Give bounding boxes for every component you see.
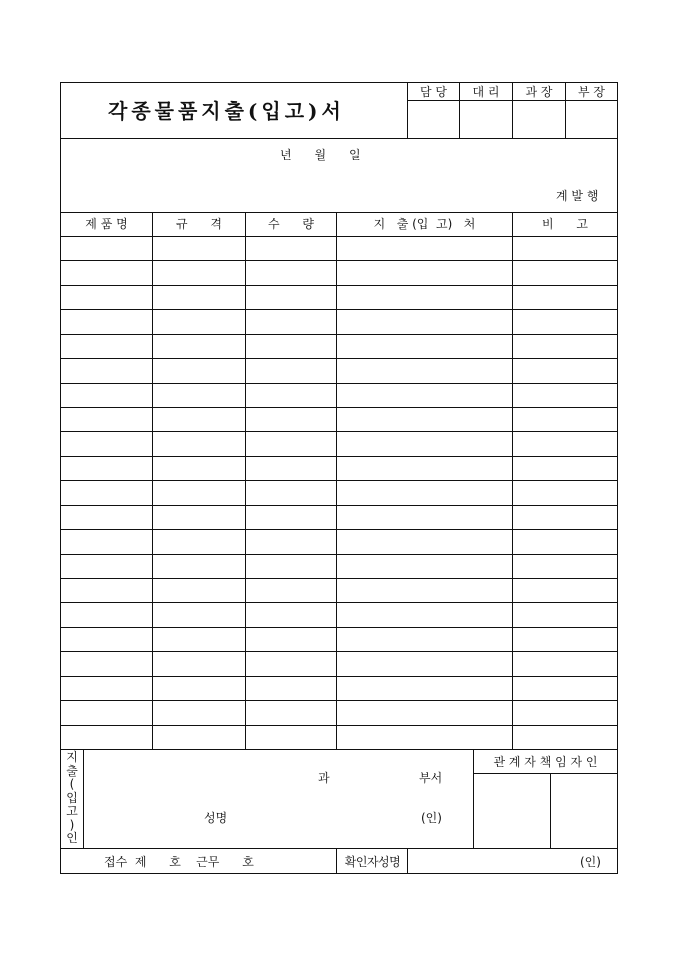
responsible-header-line — [473, 773, 618, 774]
table-column-line — [512, 212, 513, 749]
header-top-line — [60, 212, 618, 213]
side-label-char: 출 — [66, 763, 78, 778]
seal-label: (인) — [421, 811, 442, 825]
form-title: 각종물품지출(입고)서 — [108, 99, 345, 123]
table-row-line — [60, 431, 618, 432]
receipt-divider-1 — [336, 848, 337, 874]
table-row-line — [60, 407, 618, 408]
approval-assistant-label: 대 리 — [472, 85, 500, 99]
confirm-seal-label: (인) — [580, 855, 601, 869]
side-label-column — [61, 751, 83, 847]
side-label-divider — [83, 749, 84, 848]
receipt-divider-2 — [407, 848, 408, 874]
table-row-line — [60, 456, 618, 457]
responsible-header: 관 계 자 책 임 자 인 — [493, 755, 598, 769]
table-row-line — [60, 651, 618, 652]
form-border-bottom — [60, 873, 618, 874]
table-row-line — [60, 285, 618, 286]
table-row-line — [60, 725, 618, 726]
column-header-destination: 지 출 (입 고) 처 — [373, 217, 476, 231]
table-row-line — [60, 260, 618, 261]
table-row-line — [60, 602, 618, 603]
table-row-line — [60, 334, 618, 335]
column-header-product: 제 품 명 — [85, 217, 128, 231]
form-border-top — [60, 82, 618, 83]
approval-staff-label: 담 당 — [420, 85, 447, 99]
table-row-line — [60, 578, 618, 579]
receipt-label: 접수 제 호 근무 호 — [104, 855, 254, 869]
table-row-line — [60, 529, 618, 530]
approval-header-line — [407, 100, 618, 101]
table-row-line — [60, 383, 618, 384]
side-label-char: 입 — [66, 790, 78, 805]
approval-section-chief-label: 과 장 — [525, 85, 553, 99]
approval-dept-head-label: 부 장 — [578, 85, 605, 99]
table-bottom-line — [60, 749, 618, 750]
table-column-line — [336, 212, 337, 749]
receipt-top-line — [60, 848, 618, 849]
table-row-line — [60, 505, 618, 506]
name-label: 성명 — [204, 811, 228, 825]
issuer-label: 계 발 행 — [556, 189, 599, 203]
responsible-box-divider — [550, 773, 551, 848]
form-border-right — [617, 82, 618, 874]
column-header-quantity: 수 량 — [267, 217, 315, 231]
table-row-line — [60, 554, 618, 555]
column-header-remarks: 비 고 — [541, 217, 589, 231]
table-row-line — [60, 676, 618, 677]
confirm-name-label: 확인자성명 — [344, 855, 401, 869]
side-label-char: ( — [69, 777, 75, 791]
side-label-char: 인 — [66, 831, 78, 845]
column-header-spec: 규 격 — [175, 217, 223, 231]
header-bottom-line — [60, 236, 618, 237]
side-label-char: 고 — [66, 804, 78, 818]
table-row-line — [60, 627, 618, 628]
table-row-line — [60, 309, 618, 310]
table-row-line — [60, 700, 618, 701]
table-column-line — [152, 212, 153, 749]
side-label-char: ) — [69, 817, 75, 832]
title-separator — [60, 138, 618, 139]
dept-buseo-label: 부서 — [419, 771, 443, 785]
table-row-line — [60, 480, 618, 481]
date-label: 년 월 일 — [280, 148, 361, 162]
dept-gwa-label: 과 — [318, 771, 330, 785]
side-label-char: 지 — [66, 750, 78, 764]
table-row-line — [60, 358, 618, 359]
table-column-line — [245, 212, 246, 749]
